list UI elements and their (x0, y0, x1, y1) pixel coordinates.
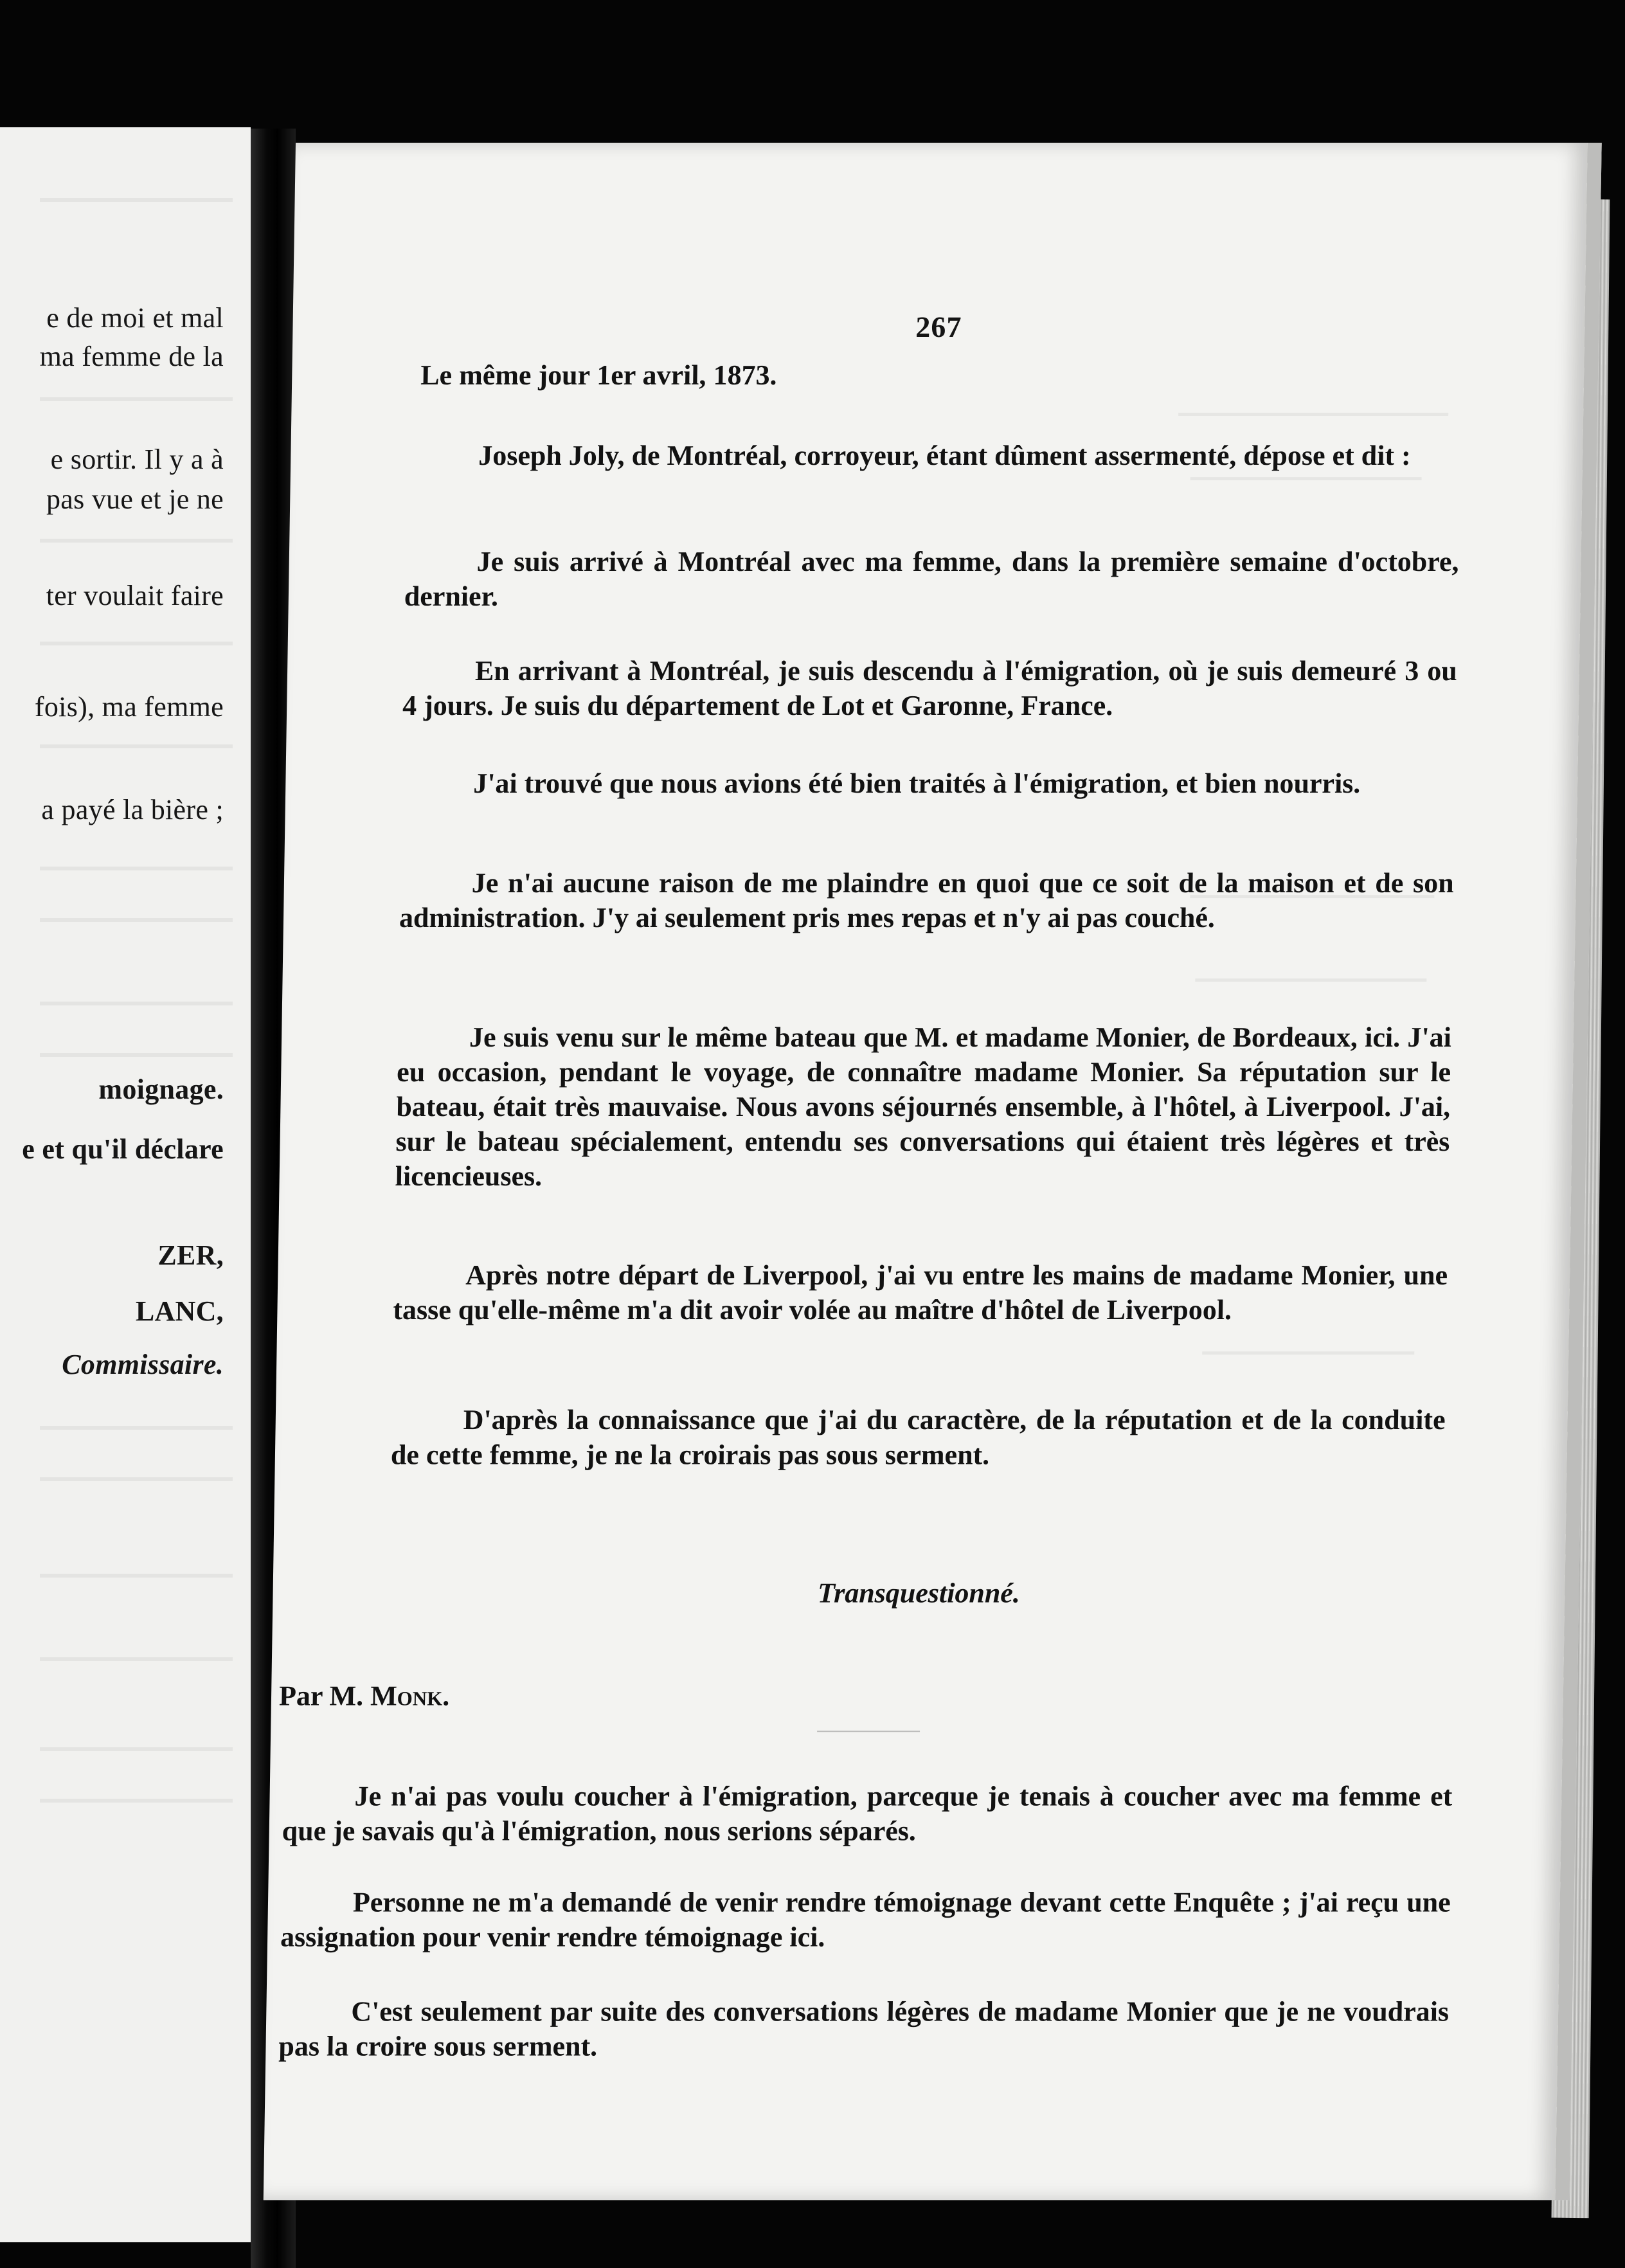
paragraph: En arrivant à Montréal, je suis descendu à l'émigration, où je suis demeuré 3 ou 4 jours. Je suis du département de Lot et Garonne, France. (402, 655, 1458, 722)
bleed-through (1202, 1351, 1414, 1354)
page-number: 267 (915, 310, 962, 344)
bleed-through (40, 1574, 233, 1578)
bleed-through (1195, 978, 1426, 982)
paragraph: Je n'ai aucune raison de me plaindre en quoi que ce soit de la maison et de son administration. J'y ai seulement pris mes repas et n'y ai pas couché. (399, 867, 1455, 934)
bleed-through (40, 539, 233, 543)
left-line: e de moi et mal (46, 302, 224, 334)
examiner-name: Monk. (370, 1680, 450, 1712)
left-line: ma femme de la (39, 341, 224, 372)
bleed-through (40, 1799, 233, 1803)
left-line: ter voulait faire (46, 580, 224, 611)
bleed-through (40, 1053, 233, 1057)
bleed-through (40, 867, 233, 870)
bleed-through (1190, 477, 1422, 480)
bleed-through (1178, 413, 1448, 416)
paragraph: Joseph Joly, de Montréal, corroyeur, étant dûment assermenté, dépose et dit : (478, 440, 1412, 472)
paragraph: Je n'ai pas voulu coucher à l'émigration, parceque je tenais à coucher avec ma femme et que je savais qu'à l'émigration, nous serions séparés. (282, 1780, 1453, 1847)
bleed-through (40, 1002, 233, 1005)
paragraph: Je suis venu sur le même bateau que M. et madame Monier, de Bordeaux, ici. J'ai eu occasion, pendant le voyage, de connaître madame Monier. Sa réputation sur le bateau, était très mauvaise. Nous avons séjournés ensemble, à l'hôtel, à Liverpool. J'ai, sur le bateau spécialement, entendu ses conversations qui étaient très légères et très licencieuses. (395, 1022, 1452, 1192)
paragraph: Après notre départ de Liverpool, j'ai vu entre les mains de madame Monier, une tasse qu'elle-même m'a dit avoir volée au maître d'hôtel de Liverpool. (393, 1259, 1448, 1326)
left-line: fois), ma femme (34, 691, 224, 723)
left-line: a payé la bière ; (41, 794, 224, 825)
bleed-through (40, 744, 233, 748)
left-line: e sortir. Il y a à (50, 444, 224, 475)
bleed-through (40, 642, 233, 645)
bleed-through (40, 198, 233, 202)
examiner-byline (279, 1679, 450, 1712)
bleed-through (40, 918, 233, 922)
bleed-through (40, 1477, 233, 1481)
left-line: ZER, (157, 1239, 224, 1271)
date-line: Le même jour 1er avril, 1873. (420, 359, 777, 392)
byline-prefix: Par M. (278, 1680, 364, 1712)
paragraph: D'après la connaissance que j'ai du caractère, de la réputation et de la conduite de cette femme, je ne la croirais pas sous serment. (390, 1404, 1446, 1471)
section-heading: Transquestionné. (817, 1577, 1021, 1609)
right-page (264, 143, 1602, 2200)
left-line: LANC, (135, 1295, 224, 1327)
left-page-fragment (0, 127, 251, 2242)
left-line: moignage. (98, 1074, 224, 1105)
left-line: Commissaire. (62, 1349, 224, 1380)
bleed-through (40, 397, 233, 401)
paragraph: J'ai trouvé que nous avions été bien traités à l'émigration, et bien nourris. (472, 768, 1361, 800)
bleed-through (40, 1747, 233, 1751)
paragraph: Personne ne m'a demandé de venir rendre témoignage devant cette Enquête ; j'ai reçu une assignation pour venir rendre témoignage ici. (280, 1886, 1451, 1953)
left-line: e et qu'il déclare (22, 1133, 224, 1165)
bleed-through (40, 1426, 233, 1430)
divider-rule (817, 1731, 920, 1732)
bleed-through (40, 1657, 233, 1661)
paragraph: C'est seulement par suite des conversations légères de madame Monier que je ne voudrais pas la croire sous serment. (278, 1995, 1450, 2062)
paragraph: Je suis arrivé à Montréal avec ma femme, dans la première semaine d'octobre, dernier. (404, 546, 1459, 613)
left-line: pas vue et je ne (46, 483, 224, 515)
